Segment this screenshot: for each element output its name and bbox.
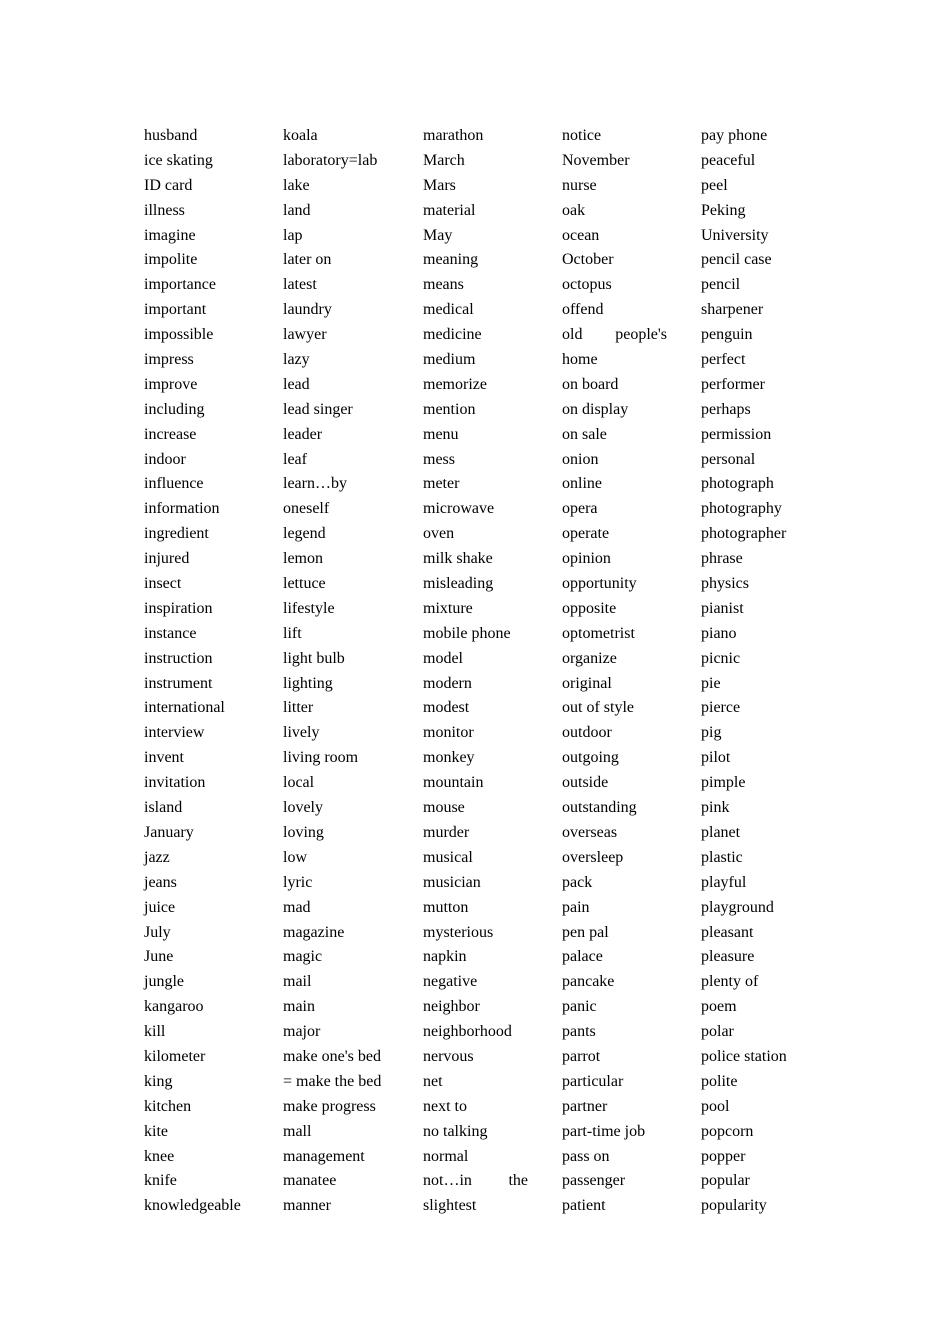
vocabulary-word: make progress xyxy=(283,1097,376,1115)
vocabulary-word: old people's xyxy=(562,326,667,344)
vocabulary-word: lemon xyxy=(283,550,323,568)
vocabulary-word: invent xyxy=(144,749,184,767)
vocabulary-word: March xyxy=(423,151,465,169)
word-column-1 xyxy=(144,124,274,1219)
vocabulary-word: magazine xyxy=(283,923,345,941)
vocabulary-word: impress xyxy=(144,351,194,369)
vocabulary-word: Mars xyxy=(423,176,456,194)
vocabulary-word: lazy xyxy=(283,351,310,369)
vocabulary-word: mad xyxy=(283,898,311,916)
vocabulary-word: opposite xyxy=(562,599,617,617)
vocabulary-word: overseas xyxy=(562,823,618,841)
vocabulary-word: November xyxy=(562,151,630,169)
vocabulary-word: performer xyxy=(701,375,765,393)
vocabulary-word: milk shake xyxy=(423,550,493,568)
vocabulary-word: lively xyxy=(283,724,320,742)
vocabulary-word: management xyxy=(283,1147,365,1165)
vocabulary-word: personal xyxy=(701,450,756,468)
vocabulary-word: pimple xyxy=(701,774,746,792)
vocabulary-word: model xyxy=(423,649,463,667)
vocabulary-word: learn…by xyxy=(283,475,347,493)
vocabulary-word: kill xyxy=(144,1023,166,1041)
vocabulary-word: photographer xyxy=(701,525,787,543)
vocabulary-word: husband xyxy=(144,127,198,144)
vocabulary-word: opinion xyxy=(562,550,611,568)
vocabulary-word: particular xyxy=(562,1072,624,1090)
vocabulary-word: = make the bed xyxy=(283,1072,382,1090)
vocabulary-word: memorize xyxy=(423,375,487,393)
vocabulary-word: knee xyxy=(144,1147,175,1165)
vocabulary-word: increase xyxy=(144,425,197,443)
vocabulary-word: influence xyxy=(144,475,204,493)
vocabulary-word: international xyxy=(144,699,225,717)
vocabulary-word: legend xyxy=(283,525,326,543)
vocabulary-word: mention xyxy=(423,400,476,418)
vocabulary-word: medicine xyxy=(423,326,482,344)
vocabulary-word: instruction xyxy=(144,649,213,667)
vocabulary-word: physics xyxy=(701,575,749,593)
vocabulary-word: nurse xyxy=(562,176,597,194)
vocabulary-word: kitchen xyxy=(144,1097,192,1115)
vocabulary-word: kangaroo xyxy=(144,998,204,1016)
vocabulary-word: operate xyxy=(562,525,610,543)
vocabulary-word: permission xyxy=(701,425,772,443)
vocabulary-word: July xyxy=(144,923,171,941)
vocabulary-word: pain xyxy=(562,898,590,916)
vocabulary-word: pleasure xyxy=(701,948,755,966)
vocabulary-word: jazz xyxy=(144,848,170,866)
vocabulary-word: main xyxy=(283,998,315,1016)
vocabulary-word: plenty of xyxy=(701,973,759,991)
vocabulary-word: invitation xyxy=(144,774,206,792)
vocabulary-word: knife xyxy=(144,1172,177,1190)
vocabulary-word: patient xyxy=(562,1197,606,1215)
vocabulary-word: pencil case xyxy=(701,251,772,269)
vocabulary-word: koala xyxy=(283,127,318,144)
vocabulary-word: palace xyxy=(562,948,603,966)
vocabulary-word: pool xyxy=(701,1097,730,1115)
vocabulary-word: lighting xyxy=(283,674,333,692)
vocabulary-word: medical xyxy=(423,301,474,319)
vocabulary-word: photography xyxy=(701,500,782,518)
vocabulary-word: playground xyxy=(701,898,774,916)
vocabulary-word: musical xyxy=(423,848,473,866)
vocabulary-word: jeans xyxy=(144,873,177,891)
vocabulary-word: ice skating xyxy=(144,151,213,169)
vocabulary-word: inspiration xyxy=(144,599,213,617)
vocabulary-word: June xyxy=(144,948,174,966)
vocabulary-word: mysterious xyxy=(423,923,494,941)
vocabulary-word: mobile phone xyxy=(423,624,511,642)
vocabulary-word: pianist xyxy=(701,599,744,617)
vocabulary-word: pig xyxy=(701,724,722,742)
vocabulary-word: jungle xyxy=(144,973,184,991)
vocabulary-word: picnic xyxy=(701,649,741,667)
vocabulary-word: napkin xyxy=(423,948,467,966)
vocabulary-word: laboratory=lab xyxy=(283,151,378,169)
vocabulary-word: parrot xyxy=(562,1047,601,1065)
vocabulary-word: mess xyxy=(423,450,455,468)
vocabulary-word: information xyxy=(144,500,220,518)
vocabulary-word: monkey xyxy=(423,749,475,767)
word-column-4 xyxy=(562,124,692,1219)
vocabulary-word: next to xyxy=(423,1097,467,1115)
vocabulary-word: including xyxy=(144,400,205,418)
vocabulary-word: light bulb xyxy=(283,649,345,667)
vocabulary-word: normal xyxy=(423,1147,469,1165)
vocabulary-word: not…in the xyxy=(423,1172,528,1190)
vocabulary-word: oak xyxy=(562,201,586,219)
vocabulary-word: popularity xyxy=(701,1197,767,1215)
vocabulary-word: local xyxy=(283,774,315,792)
vocabulary-word: island xyxy=(144,799,183,817)
vocabulary-word: on sale xyxy=(562,425,607,443)
vocabulary-word: magic xyxy=(283,948,323,966)
vocabulary-word: planet xyxy=(701,823,741,841)
vocabulary-word: major xyxy=(283,1023,321,1041)
vocabulary-word: menu xyxy=(423,425,459,443)
vocabulary-word: instrument xyxy=(144,674,213,692)
vocabulary-word: organize xyxy=(562,649,617,667)
vocabulary-word: modern xyxy=(423,674,472,692)
vocabulary-word: indoor xyxy=(144,450,186,468)
vocabulary-word: polar xyxy=(701,1023,734,1041)
vocabulary-word: pass on xyxy=(562,1147,610,1165)
vocabulary-word: mouse xyxy=(423,799,465,817)
vocabulary-word: pierce xyxy=(701,699,741,717)
vocabulary-word: leader xyxy=(283,425,323,443)
vocabulary-word: Peking xyxy=(701,201,746,219)
vocabulary-word: lifestyle xyxy=(283,599,335,617)
vocabulary-word: knowledgeable xyxy=(144,1197,241,1215)
vocabulary-word: pleasant xyxy=(701,923,754,941)
vocabulary-word: home xyxy=(562,351,598,369)
vocabulary-word: piano xyxy=(701,624,737,642)
vocabulary-word: leaf xyxy=(283,450,307,468)
vocabulary-word: juice xyxy=(144,898,176,916)
vocabulary-word: popular xyxy=(701,1172,750,1190)
vocabulary-word: octopus xyxy=(562,276,612,294)
vocabulary-word: kite xyxy=(144,1122,168,1140)
vocabulary-word: January xyxy=(144,823,194,841)
vocabulary-word: mall xyxy=(283,1122,312,1140)
word-column-3 xyxy=(423,124,553,1219)
vocabulary-word: outgoing xyxy=(562,749,619,767)
vocabulary-word: polite xyxy=(701,1072,738,1090)
vocabulary-word: litter xyxy=(283,699,314,717)
vocabulary-word: lyric xyxy=(283,873,313,891)
vocabulary-word: popper xyxy=(701,1147,746,1165)
vocabulary-word: illness xyxy=(144,201,185,219)
vocabulary-word: playful xyxy=(701,873,747,891)
vocabulary-word: online xyxy=(562,475,602,493)
vocabulary-word: peel xyxy=(701,176,728,194)
vocabulary-word: onion xyxy=(562,450,599,468)
vocabulary-word: monitor xyxy=(423,724,474,742)
vocabulary-word: means xyxy=(423,276,464,294)
vocabulary-word: pink xyxy=(701,799,730,817)
vocabulary-word: pants xyxy=(562,1023,596,1041)
vocabulary-word: insect xyxy=(144,575,182,593)
vocabulary-word: photograph xyxy=(701,475,774,493)
vocabulary-word: ocean xyxy=(562,226,600,244)
vocabulary-word: out of style xyxy=(562,699,634,717)
vocabulary-word: net xyxy=(423,1072,443,1090)
vocabulary-word: lead xyxy=(283,375,310,393)
vocabulary-word: pilot xyxy=(701,749,731,767)
vocabulary-word: nervous xyxy=(423,1047,474,1065)
vocabulary-word: on display xyxy=(562,400,629,418)
vocabulary-word: neighborhood xyxy=(423,1023,512,1041)
vocabulary-word: popcorn xyxy=(701,1122,754,1140)
vocabulary-word: opportunity xyxy=(562,575,637,593)
vocabulary-word: meter xyxy=(423,475,460,493)
vocabulary-word: microwave xyxy=(423,500,495,518)
vocabulary-word: perfect xyxy=(701,351,746,369)
vocabulary-word: slightest xyxy=(423,1197,477,1215)
vocabulary-word: misleading xyxy=(423,575,494,593)
vocabulary-word: oven xyxy=(423,525,455,543)
vocabulary-word: panic xyxy=(562,998,597,1016)
vocabulary-word: latest xyxy=(283,276,317,294)
vocabulary-word: later on xyxy=(283,251,332,269)
vocabulary-word: important xyxy=(144,301,207,319)
vocabulary-word: phrase xyxy=(701,550,743,568)
vocabulary-word: perhaps xyxy=(701,400,751,418)
vocabulary-word: police station xyxy=(701,1047,787,1065)
vocabulary-word: pie xyxy=(701,674,721,692)
vocabulary-word: University xyxy=(701,226,769,244)
vocabulary-word: outside xyxy=(562,774,609,792)
vocabulary-word: May xyxy=(423,226,453,244)
vocabulary-word: interview xyxy=(144,724,205,742)
vocabulary-word: ingredient xyxy=(144,525,209,543)
vocabulary-word: mixture xyxy=(423,599,473,617)
vocabulary-word: pancake xyxy=(562,973,615,991)
vocabulary-word: lap xyxy=(283,226,303,244)
vocabulary-word: notice xyxy=(562,127,602,144)
vocabulary-word: original xyxy=(562,674,612,692)
vocabulary-word: penguin xyxy=(701,326,753,344)
vocabulary-word: musician xyxy=(423,873,481,891)
vocabulary-word: neighbor xyxy=(423,998,480,1016)
vocabulary-word: make one's bed xyxy=(283,1047,381,1065)
vocabulary-word: lawyer xyxy=(283,326,327,344)
vocabulary-word: pay phone xyxy=(701,127,768,144)
vocabulary-word: manner xyxy=(283,1197,331,1215)
vocabulary-word: oversleep xyxy=(562,848,624,866)
vocabulary-word: on board xyxy=(562,375,619,393)
vocabulary-word: lettuce xyxy=(283,575,326,593)
vocabulary-word: lovely xyxy=(283,799,323,817)
vocabulary-word: ID card xyxy=(144,176,193,194)
vocabulary-word: lake xyxy=(283,176,310,194)
vocabulary-word: imagine xyxy=(144,226,196,244)
vocabulary-word: material xyxy=(423,201,476,219)
vocabulary-word: impolite xyxy=(144,251,198,269)
vocabulary-word: oneself xyxy=(283,500,330,518)
vocabulary-word: pack xyxy=(562,873,593,891)
vocabulary-word: part-time job xyxy=(562,1122,646,1140)
vocabulary-word: manatee xyxy=(283,1172,337,1190)
vocabulary-word: loving xyxy=(283,823,324,841)
vocabulary-word: partner xyxy=(562,1097,608,1115)
vocabulary-word: outdoor xyxy=(562,724,612,742)
vocabulary-word: pen pal xyxy=(562,923,609,941)
vocabulary-word: mountain xyxy=(423,774,484,792)
vocabulary-word: opera xyxy=(562,500,598,518)
vocabulary-word: poem xyxy=(701,998,737,1016)
vocabulary-word: lead singer xyxy=(283,400,353,418)
vocabulary-word: improve xyxy=(144,375,198,393)
vocabulary-word: optometrist xyxy=(562,624,635,642)
vocabulary-word: plastic xyxy=(701,848,743,866)
vocabulary-word: pencil xyxy=(701,276,741,294)
vocabulary-word: October xyxy=(562,251,614,269)
vocabulary-word: impossible xyxy=(144,326,214,344)
vocabulary-word: injured xyxy=(144,550,190,568)
vocabulary-word: importance xyxy=(144,276,216,294)
vocabulary-word: king xyxy=(144,1072,173,1090)
word-column-2 xyxy=(283,124,413,1219)
vocabulary-word: offend xyxy=(562,301,604,319)
vocabulary-word: instance xyxy=(144,624,197,642)
vocabulary-word: passenger xyxy=(562,1172,626,1190)
vocabulary-word: marathon xyxy=(423,127,484,144)
vocabulary-word: modest xyxy=(423,699,470,717)
vocabulary-word: outstanding xyxy=(562,799,637,817)
vocabulary-word: mutton xyxy=(423,898,469,916)
vocabulary-word: living room xyxy=(283,749,359,767)
word-column-5 xyxy=(701,124,831,1219)
vocabulary-word: laundry xyxy=(283,301,332,319)
vocabulary-word: no talking xyxy=(423,1122,488,1140)
vocabulary-word: lift xyxy=(283,624,302,642)
vocabulary-word: sharpener xyxy=(701,301,764,319)
vocabulary-word: mail xyxy=(283,973,312,991)
vocabulary-word: peaceful xyxy=(701,151,756,169)
vocabulary-word: low xyxy=(283,848,307,866)
vocabulary-word: kilometer xyxy=(144,1047,206,1065)
vocabulary-word: murder xyxy=(423,823,470,841)
vocabulary-word: land xyxy=(283,201,311,219)
vocabulary-word: meaning xyxy=(423,251,479,269)
vocabulary-word: medium xyxy=(423,351,476,369)
vocabulary-word: negative xyxy=(423,973,478,991)
